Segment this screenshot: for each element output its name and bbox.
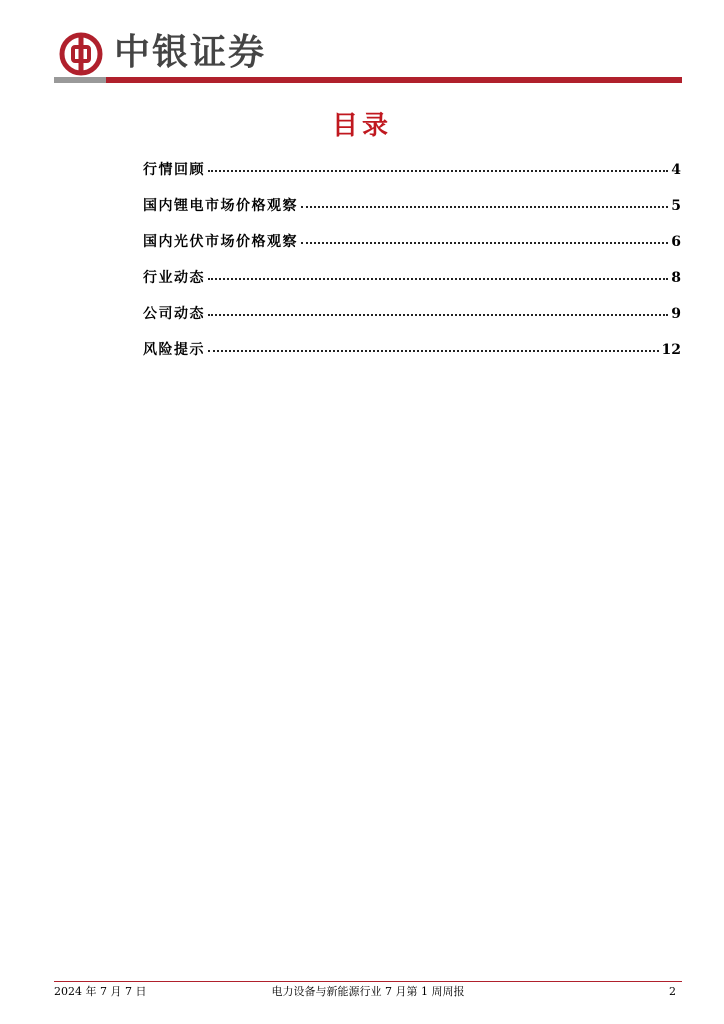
page-header (0, 0, 724, 90)
toc-leader-dots (301, 241, 668, 244)
brand-name: 中银证券 (114, 32, 267, 73)
footer-page-number: 2 (669, 985, 676, 998)
toc-entry-label: 国内锂电市场价格观察 (143, 198, 298, 214)
toc-entry-label: 国内光伏市场价格观察 (143, 234, 298, 250)
toc-entry[interactable] (143, 266, 681, 302)
toc-leader-dots (208, 313, 668, 316)
toc-entry-label: 行情回顾 (143, 162, 205, 178)
toc-entry-page: 6 (671, 234, 681, 250)
toc-title: 目录 (331, 111, 392, 141)
toc-leader-dots (208, 169, 668, 172)
toc-entry-page: 12 (661, 342, 681, 358)
bank-of-china-logo-icon (58, 31, 104, 77)
table-of-contents (143, 158, 681, 374)
toc-entry-page: 4 (671, 162, 681, 178)
footer-report-title: 电力设备与新能源行业 7 月第 1 周周报 (271, 985, 465, 998)
toc-entry[interactable] (143, 302, 681, 338)
header-rule-grey (54, 77, 106, 83)
header-rule-red (106, 77, 682, 83)
page-footer (54, 984, 682, 1000)
toc-leader-dots (208, 277, 668, 280)
footer-rule (54, 981, 682, 982)
toc-entry[interactable] (143, 158, 681, 194)
toc-entry-label: 公司动态 (143, 306, 205, 322)
toc-entry[interactable] (143, 230, 681, 266)
toc-entry-label: 风险提示 (143, 342, 205, 358)
toc-entry-label: 行业动态 (143, 270, 205, 286)
toc-entry-page: 8 (671, 270, 681, 286)
toc-leader-dots (301, 205, 668, 208)
toc-entry-page: 5 (671, 198, 681, 214)
toc-entry-page: 9 (671, 306, 681, 322)
footer-date: 2024 年 7 月 7 日 (54, 985, 147, 998)
toc-leader-dots (208, 349, 659, 352)
toc-entry[interactable] (143, 194, 681, 230)
toc-entry[interactable] (143, 338, 681, 374)
